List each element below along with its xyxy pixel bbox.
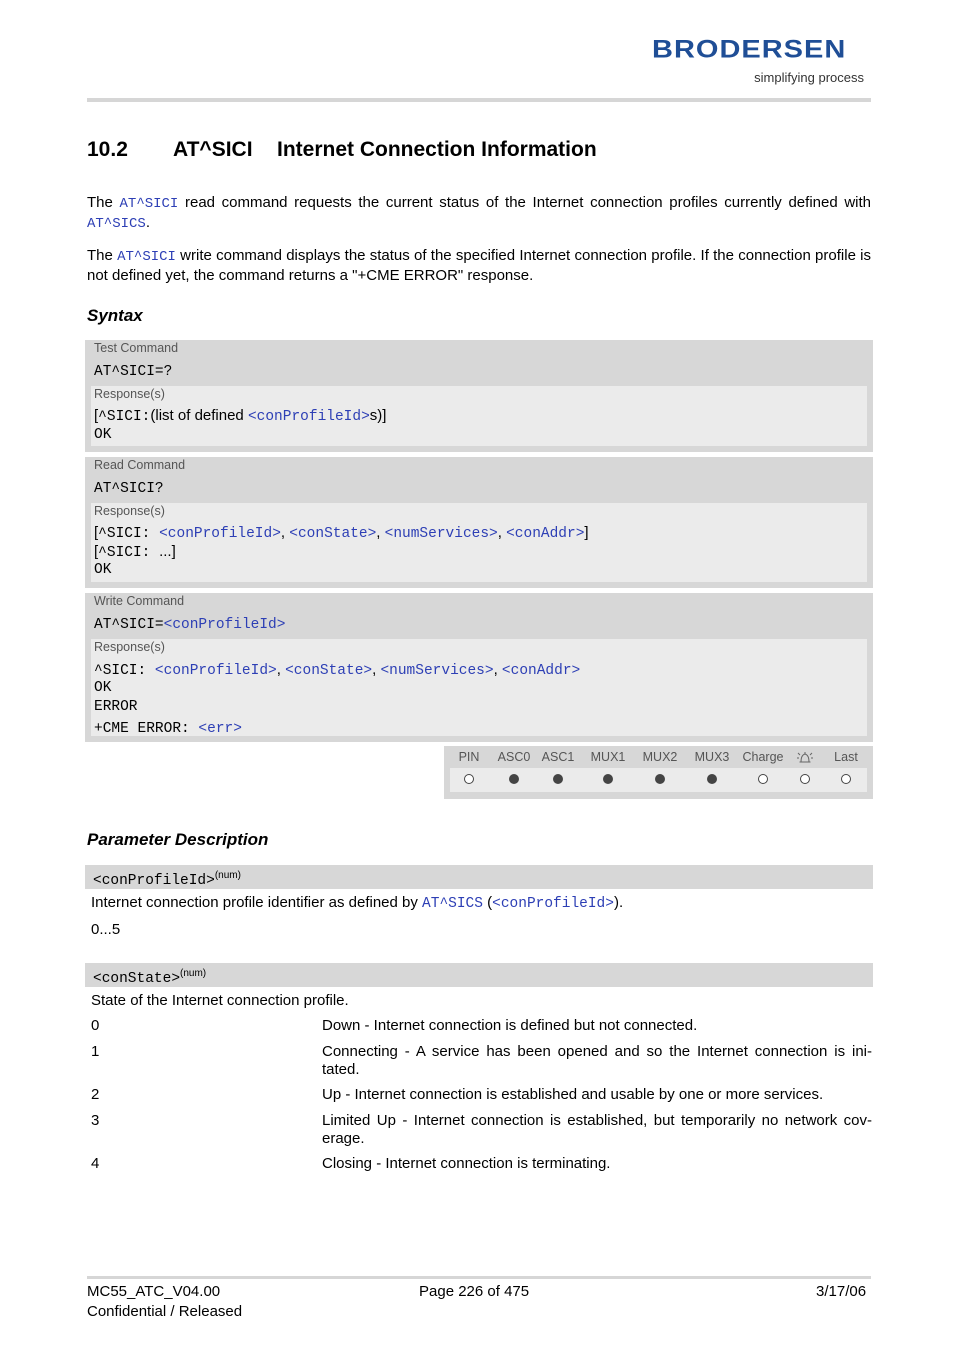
param-name	[93, 968, 206, 987]
param-header-conprofileid	[85, 865, 873, 889]
text: write command displays the status of the specified Internet connection profile. If the connection profile is not defined yet, the command returns a "+CME ERROR" response.	[87, 247, 871, 284]
param-link-conprofileid[interactable]: <conProfileId>	[154, 663, 277, 679]
text: [	[94, 543, 99, 560]
cme-error-response	[94, 719, 242, 737]
text: AT^SICI=	[94, 617, 164, 633]
interface-availability-table	[444, 746, 873, 799]
test-response-line	[94, 407, 386, 425]
col-header-last: Last	[834, 750, 858, 764]
section-number: 10.2	[87, 138, 128, 161]
link-at-sici[interactable]: AT^SICI	[119, 196, 179, 212]
text: ,	[276, 661, 286, 678]
ok-response: OK	[94, 680, 112, 696]
text: read command requests the current status of the Internet connection profiles currently defined with	[178, 194, 872, 211]
unavailable-indicator	[800, 774, 810, 784]
col-header-asc0: ASC0	[497, 750, 531, 764]
ok-response: OK	[94, 562, 112, 578]
param-link-constate[interactable]: <conState>	[285, 663, 373, 679]
read-command-box	[85, 457, 873, 588]
text: ,	[376, 524, 385, 541]
text: s)]	[369, 407, 387, 424]
value-desc: Down - Internet connection is defined but not connected.	[322, 1017, 698, 1034]
param-link-constate[interactable]: <conState>	[289, 526, 377, 542]
parameter-description-heading: Parameter Description	[87, 830, 269, 849]
text: ,	[372, 661, 381, 678]
unavailable-indicator	[464, 774, 474, 784]
read-command-syntax: AT^SICI?	[94, 481, 164, 497]
text: [	[94, 407, 99, 424]
section-title: Internet Connection Information	[277, 138, 597, 161]
param-desc-conprofileid	[91, 894, 623, 913]
text: .	[145, 213, 150, 231]
value-key: 1	[91, 1043, 100, 1060]
footer-status: Confidential / Released	[87, 1303, 243, 1320]
text: [	[94, 524, 99, 541]
text: +CME ERROR:	[94, 721, 199, 737]
responses-label: Response(s)	[94, 640, 165, 654]
value-desc: Closing - Internet connection is terminating.	[322, 1155, 611, 1172]
available-indicator	[509, 774, 519, 784]
value-key: 4	[91, 1155, 100, 1172]
param-link-conaddr[interactable]: <conAddr>	[506, 526, 585, 542]
text: ^SICI:	[94, 663, 155, 679]
read-response-line-1	[94, 524, 589, 542]
footer-page-number: Page 226 of 475	[419, 1283, 530, 1300]
logo-tagline: simplifying process	[754, 70, 864, 85]
write-command-syntax	[94, 617, 285, 633]
write-response-box	[91, 639, 867, 736]
footer-date: 3/17/06	[816, 1283, 867, 1300]
read-response-box	[91, 503, 867, 582]
available-indicator	[553, 774, 563, 784]
unavailable-indicator	[841, 774, 851, 784]
read-response-line-2	[94, 543, 176, 561]
link-at-sici[interactable]: AT^SICI	[117, 249, 176, 265]
param-link-err[interactable]: <err>	[198, 721, 242, 737]
responses-label: Response(s)	[94, 504, 165, 518]
param-link-conaddr[interactable]: <conAddr>	[501, 663, 581, 679]
text: ...]	[159, 543, 176, 560]
param-link-conprofileid[interactable]: <conProfileId>	[492, 896, 614, 912]
section-command: AT^SICI	[173, 138, 253, 161]
logo-wordmark: BRODERSEN	[652, 36, 847, 64]
section-heading	[87, 138, 597, 162]
write-response-line	[94, 661, 580, 679]
alarm-clock-icon	[795, 749, 815, 768]
value-desc: Up - Internet connection is established and usable by one or more services.	[322, 1086, 824, 1103]
param-name	[93, 870, 241, 889]
col-header-mux3: MUX3	[694, 750, 730, 764]
param-header-constate	[85, 963, 873, 987]
available-indicator	[655, 774, 665, 784]
text: ]	[584, 524, 589, 541]
text: (	[482, 894, 493, 911]
col-header-mux1: MUX1	[590, 750, 626, 764]
ok-response: OK	[94, 427, 112, 443]
link-at-sics[interactable]: AT^SICS	[87, 215, 146, 232]
value-key: 3	[91, 1112, 100, 1129]
value-key: 0	[91, 1017, 100, 1034]
write-command-box	[85, 593, 873, 742]
intro-paragraph-write	[87, 247, 871, 285]
brodersen-logo	[652, 38, 864, 85]
available-indicator	[603, 774, 613, 784]
test-command-label: Test Command	[94, 341, 179, 355]
param-link-conprofileid[interactable]: <conProfileId>	[247, 409, 370, 425]
text: <conProfileId>	[93, 872, 215, 889]
read-command-label: Read Command	[94, 458, 186, 472]
text: (list of defined	[150, 407, 248, 424]
value-desc: Limited Up - Internet connection is established, but temporarily no network cov-erage.	[322, 1112, 872, 1147]
available-indicator	[707, 774, 717, 784]
text: Internet connection profile identifier as defined by	[91, 894, 423, 911]
test-response-box	[91, 386, 867, 446]
col-header-mux2: MUX2	[642, 750, 678, 764]
text: ).	[613, 894, 624, 911]
syntax-heading: Syntax	[87, 306, 143, 325]
write-command-label: Write Command	[94, 594, 185, 608]
param-type: (num)	[180, 968, 207, 979]
unavailable-indicator	[758, 774, 768, 784]
text: The	[87, 247, 118, 264]
param-link-conprofileid[interactable]: <conProfileId>	[163, 617, 286, 633]
text: ,	[497, 524, 507, 541]
footer-doc-id: MC55_ATC_V04.00	[87, 1283, 221, 1300]
intro-paragraph-read	[87, 194, 871, 233]
text: ,	[493, 661, 502, 678]
text: ,	[280, 524, 290, 541]
text: ^SICI:	[98, 409, 151, 425]
param-desc-constate: State of the Internet connection profile.	[91, 992, 349, 1009]
text: The	[87, 194, 120, 211]
test-command-box	[85, 340, 873, 452]
param-link-conprofileid[interactable]: <conProfileId>	[159, 526, 281, 542]
responses-label: Response(s)	[94, 387, 165, 401]
value-desc: Connecting - A service has been opened and so the Internet connection is ini-tated.	[322, 1043, 872, 1078]
value-key: 2	[91, 1086, 100, 1103]
col-header-charge: Charge	[742, 750, 784, 764]
test-command-syntax: AT^SICI=?	[94, 364, 173, 380]
col-header-asc1: ASC1	[541, 750, 575, 764]
text: <conState>	[93, 970, 181, 987]
text: ^SICI:	[98, 545, 160, 561]
text: ^SICI:	[98, 526, 160, 542]
param-link-numservices[interactable]: <numServices>	[384, 526, 498, 542]
param-range-conprofileid: 0...5	[91, 921, 121, 938]
link-at-sics[interactable]: AT^SICS	[422, 896, 483, 912]
header-rule	[87, 98, 871, 102]
error-response: ERROR	[94, 699, 138, 715]
col-header-pin: PIN	[458, 750, 480, 764]
param-link-numservices[interactable]: <numServices>	[380, 663, 494, 679]
param-type: (num)	[214, 870, 241, 881]
footer-rule	[87, 1276, 871, 1279]
